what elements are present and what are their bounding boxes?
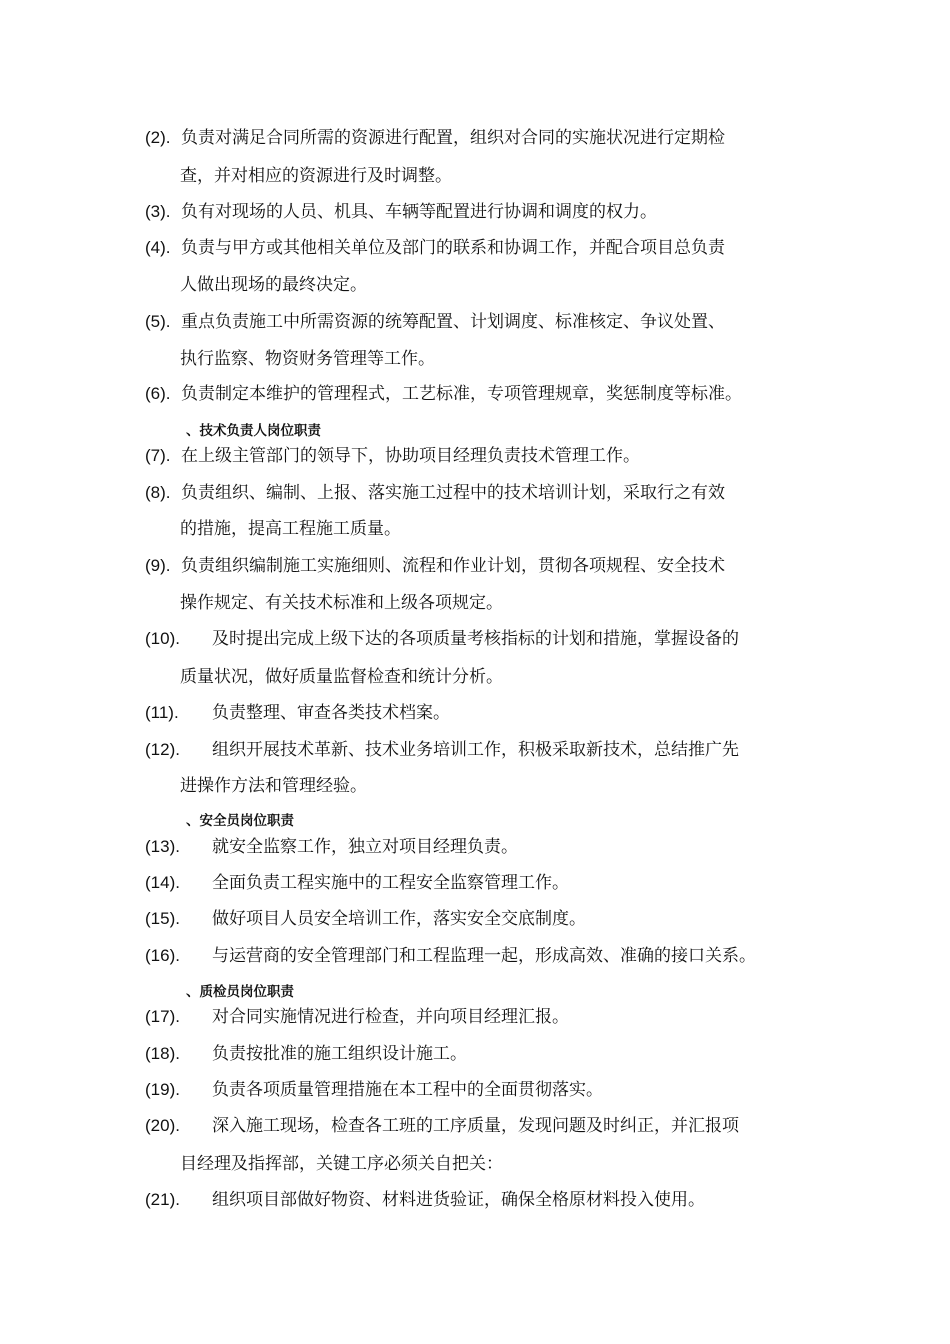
item-number: (20). bbox=[145, 1116, 180, 1135]
item-number: (8). bbox=[145, 483, 171, 502]
item-number: (3). bbox=[145, 202, 171, 221]
item-text: 负责与甲方或其他相关单位及部门的联系和协调工作，并配合项目总负责 bbox=[181, 238, 725, 258]
section-heading: 、技术负责人岗位职责 bbox=[186, 423, 321, 439]
item-number: (15). bbox=[145, 909, 180, 928]
item-text: 深入施工现场，检查各工班的工序质量，发现问题及时纠正，并汇报项 bbox=[212, 1116, 739, 1136]
section-heading: 、质检员岗位职责 bbox=[186, 984, 294, 1000]
item-text: 就安全监察工作，独立对项目经理负责。 bbox=[212, 837, 518, 857]
item-number: (6). bbox=[145, 384, 171, 403]
item-number: (5). bbox=[145, 312, 171, 331]
item-continuation: 进操作方法和管理经验。 bbox=[180, 776, 367, 796]
item-text: 负有对现场的人员、机具、车辆等配置进行协调和调度的权力。 bbox=[181, 202, 657, 222]
item-number: (10). bbox=[145, 629, 180, 648]
item-number: (12). bbox=[145, 740, 180, 759]
item-number: (14). bbox=[145, 873, 180, 892]
item-text: 负责各项质量管理措施在本工程中的全面贯彻落实。 bbox=[212, 1080, 603, 1100]
item-text: 在上级主管部门的领导下，协助项目经理负责技术管理工作。 bbox=[181, 446, 640, 466]
item-number: (21). bbox=[145, 1190, 180, 1209]
item-continuation: 执行监察、物资财务管理等工作。 bbox=[180, 349, 435, 369]
item-continuation: 的措施，提高工程施工质量。 bbox=[180, 519, 401, 539]
item-text: 与运营商的安全管理部门和工程监理一起，形成高效、准确的接口关系。 bbox=[212, 946, 756, 966]
item-text: 对合同实施情况进行检查，并向项目经理汇报。 bbox=[212, 1007, 569, 1027]
item-continuation: 查，并对相应的资源进行及时调整。 bbox=[180, 166, 452, 186]
item-text: 负责制定本维护的管理程式，工艺标准，专项管理规章，奖惩制度等标准。 bbox=[181, 384, 742, 404]
item-number: (9). bbox=[145, 556, 171, 575]
item-continuation: 人做出现场的最终决定。 bbox=[180, 275, 367, 295]
item-text: 负责对满足合同所需的资源进行配置，组织对合同的实施状况进行定期检 bbox=[181, 128, 725, 148]
item-number: (13). bbox=[145, 837, 180, 856]
item-continuation: 目经理及指挥部，关键工序必须关自把关： bbox=[180, 1154, 503, 1174]
item-text: 组织项目部做好物资、材料进货验证，确保全格原材料投入使用。 bbox=[212, 1190, 705, 1210]
item-number: (11). bbox=[145, 703, 179, 722]
item-text: 全面负责工程实施中的工程安全监察管理工作。 bbox=[212, 873, 569, 893]
item-text: 及时提出完成上级下达的各项质量考核指标的计划和措施，掌握设备的 bbox=[212, 629, 739, 649]
item-number: (2). bbox=[145, 128, 171, 147]
item-number: (16). bbox=[145, 946, 180, 965]
item-text: 组织开展技术革新、技术业务培训工作，积极采取新技术，总结推广先 bbox=[212, 740, 739, 760]
item-continuation: 质量状况，做好质量监督检查和统计分析。 bbox=[180, 667, 503, 687]
item-number: (19). bbox=[145, 1080, 180, 1099]
item-text: 负责按批准的施工组织设计施工。 bbox=[212, 1044, 467, 1064]
item-text: 做好项目人员安全培训工作，落实安全交底制度。 bbox=[212, 909, 586, 929]
item-text: 负责整理、审查各类技术档案。 bbox=[212, 703, 450, 723]
item-text: 重点负责施工中所需资源的统筹配置、计划调度、标准核定、争议处置、 bbox=[181, 312, 725, 332]
item-number: (7). bbox=[145, 446, 171, 465]
section-heading: 、安全员岗位职责 bbox=[186, 813, 294, 829]
item-text: 负责组织、编制、上报、落实施工过程中的技术培训计划，采取行之有效 bbox=[181, 483, 725, 503]
item-number: (4). bbox=[145, 238, 171, 257]
item-continuation: 操作规定、有关技术标准和上级各项规定。 bbox=[180, 593, 503, 613]
item-text: 负责组织编制施工实施细则、流程和作业计划，贯彻各项规程、安全技术 bbox=[181, 556, 725, 576]
item-number: (17). bbox=[145, 1007, 180, 1026]
item-number: (18). bbox=[145, 1044, 180, 1063]
